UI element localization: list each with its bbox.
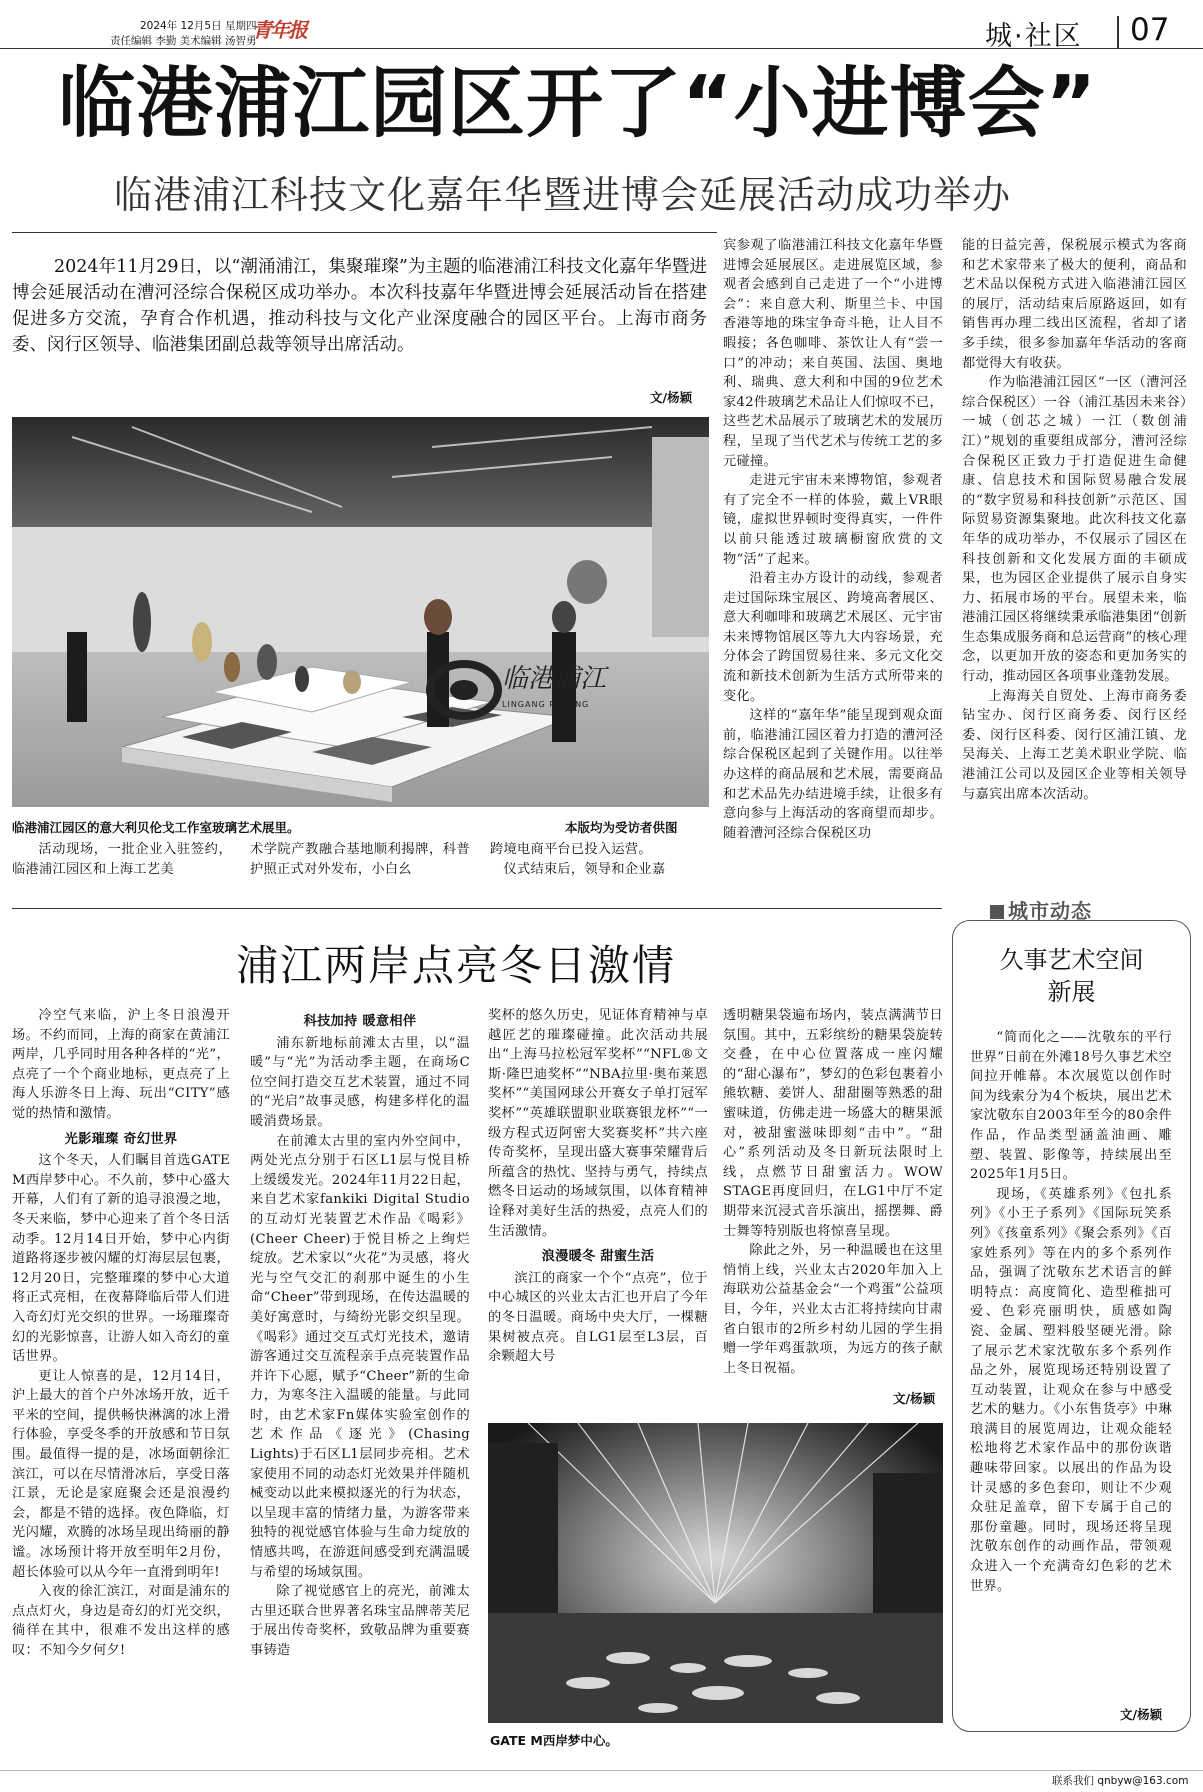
section-name: 城·社区 (985, 21, 1083, 52)
paragraph: 除此之外，另一种温暖也在这里悄悄上线，兴业太古2020年加入上海联劝公益基金会“一个鸡蛋”公益项目，今年，兴业太古汇将持续向甘肃省白银市的2所乡村幼儿园的学生捐赠一学年鸡蛋款项，为远方的孩子献上冬日祝福。 (723, 1243, 943, 1376)
article2-col4 (723, 1006, 943, 1378)
paragraph: 滨江的商家一个个“点亮”，位于中心城区的兴业太古汇也开启了今年的冬日温暖。商场中央大厅，一棵糖果树被点亮。自LG1层至L3层，百余颗超大号 (488, 1270, 708, 1365)
paragraph: 走进元宇宙未来博物馆，参观者有了完全不一样的体验，戴上VR眼镜，虚拟世界顿时变得真实，一件件以前只能透过玻璃橱窗欣赏的文物“活”了起来。 (723, 473, 943, 567)
article2-photo (488, 1423, 943, 1723)
article1-lead-author: 文/杨颖 (650, 390, 693, 405)
section-divider (1117, 16, 1119, 48)
paragraph: 除了视觉感官上的亮光，前滩太古里还联合世界著名珠宝品牌蒂芙尼于展出传奇奖杯，致敬品牌为重要赛事铸造 (250, 1584, 470, 1658)
photo-logo-text: 临港浦江 (502, 664, 607, 694)
article1-bottom-col3 (490, 840, 710, 879)
article1-col5 (962, 236, 1187, 804)
article2-author: 文/杨颖 (893, 1391, 936, 1406)
article2-photo-caption: GATE M西岸梦中心。 (490, 1733, 618, 1748)
sidebar-author: 文/杨颖 (1120, 1707, 1163, 1722)
photo-logo-english: LINGANG PUJIANG (502, 700, 590, 709)
paragraph: 上海海关自贸处、上海市商务委钻宝办、闵行区商务委、闵行区经委、闵行区科委、闵行区浦江镇、龙吴海关、上海工艺美术职业学院、临港浦江公司以及园区企业等相关领导与嘉宾出席本次活动。 (962, 688, 1187, 802)
article2-col3 (488, 1006, 708, 1367)
paragraph: 浦东新地标前滩太古里，以“温暖”与“光”为活动季主题，在商场C位空间打造交互艺术装置，通过不同的“光启”故事灵感，构建多样化的温暖消费场景。 (250, 1035, 470, 1129)
paragraph: 这样的“嘉年华”能呈现到观众面前，临港浦江园区着力打造的漕河泾综合保税区起到了关键作用。以往举办这样的商品展和艺术展，需要商品和艺术品先办结进境手续，让很多有意向参与上海活动的客商望而却步。随着漕河泾综合保税区功 (723, 708, 943, 841)
paragraph: 现场，《英雄系列》《包扎系列》《小王子系列》《国际玩笑系列》《孩童系列》《聚会系列》《百家姓系列》等在内的多个系列作品，强调了沈敬东艺术语言的鲜明特点：高度简化、造型稚拙可爱、色彩亮丽明快，质感如陶瓷、金属、塑料般坚硬光滑。除了展示艺术家沈敬东多个系列作品之外，展览现场还特别设置了互动装置，让观众在参与中感受艺术的魅力。《小东售货亭》中琳琅满目的展览周边，让观众能轻松地将艺术家作品中的那份诙谐趣味带回家。以展出的作品为设计灵感的多色套印，则让不少观众驻足盖章，留下专属于自己的那份童趣。同时，现场还将呈现沈敬东创作的动画作品，带领观众进入一个充满奇幻色彩的艺术世界。 (970, 1186, 1172, 1594)
article1-subhead: 临港浦江科技文化嘉年华暨进博会延展活动成功举办 (114, 173, 1012, 217)
article1-headline: 临港浦江园区开了“小进博会” (58, 60, 1098, 149)
sidebar-title (952, 944, 1191, 1008)
glass-art-exhibition-image (12, 417, 709, 807)
paragraph: 冷空气来临，沪上冬日浪漫开场。不约而同，上海的商家在黄浦江两岸，几乎同时用各种各样的“光”，点亮了一个个商业地标，更点亮了上海人乐游冬日上海、玩出“CITY”感觉的热情和激情。 (12, 1008, 230, 1121)
subheading: 光影璀璨 奇幻世界 (64, 1131, 178, 1147)
article1-col4 (723, 236, 943, 843)
header-date: 2024年 12月5日 星期四 (140, 20, 257, 32)
page-number: 07 (1130, 12, 1170, 48)
article1-lead-text: 2024年11月29日，以“潮涌浦江，集聚璀璨”为主题的临港浦江科技文化嘉年华暨进博会延展活动在漕河泾综合保税区成功举办。本次科技嘉年华暨进博会延展活动旨在搭建促进多方交流，孕育合作机遇，推动科技与文化产业深度融合的园区平台。上海市商务委、闵行区领导、临港集团副总裁等领导出席活动。 (12, 257, 707, 355)
article2-col1 (12, 1006, 230, 1661)
article1-photo-caption: 临港浦江园区的意大利贝伦戈工作室玻璃艺术展里。 (12, 820, 300, 835)
paragraph: 沿着主办方设计的动线，参观者走过国际珠宝展区、跨境高奢展区、意大利咖啡和玻璃艺术展区、元宇宙未来博物馆展区等九大内容场景，充分体会了跨国贸易往来、多元文化交流和新技术创新为生活方式所带来的变化。 (723, 571, 943, 704)
paragraph: 宾参观了临港浦江科技文化嘉年华暨进博会延展展区。走进展览区域，参观者会感到自己走进了一个“小进博会”：来自意大利、斯里兰卡、中国香港等地的珠宝争奇斗艳，让人目不暇接；各色咖啡、茶饮让人有“尝一口”的冲动；来自英国、法国、奥地利、瑞典、意大利和中国的9位艺术家42件玻璃艺术品让人们惊叹不已，这些艺术品展示了玻璃艺术的发展历程，呈现了当代艺术与传统工艺的多元碰撞。 (723, 238, 943, 469)
paragraph: 这个冬天，人们瞩目首选GATE M西岸梦中心。不久前，梦中心盛大开幕，人们有了新的追寻浪漫之地，冬天来临，梦中心迎来了首个冬日活动季。12月14日开始，梦中心内街道路将逐步被闪耀的灯海层层包裹，12月20日，完整璀璨的梦中心大道将正式亮相，在夜幕降临后带人们进入奇幻灯光交织的世界。一场璀璨奇幻的光影惊喜，让游人如入奇幻的童话世界。 (12, 1153, 230, 1365)
sidebar-tag-text: 城市动态 (1008, 899, 1092, 923)
paragraph: 入夜的徐汇滨江，对面是浦东的点点灯火，身边是奇幻的灯光交织，徜徉在其中，很难不发出这样的感叹：不知今夕何夕! (12, 1584, 230, 1658)
paragraph: 作为临港浦江园区“一区（漕河泾综合保税区）一谷（浦江基因未来谷）一城（创芯之城）一江（数创浦江）”规划的重要组成部分，漕河泾综合保税区正致力于打造促进生命健康、信息技术和国际贸易融合发展的“数字贸易和科技创新”示范区、国际贸易资源集聚地。此次科技文化嘉年华的成功举办，不仅展示了园区在科技创新和文化发展方面的丰硕成果，也为园区企业提供了展示自身实力、拓展市场的平台。展望未来，临港浦江园区将继续秉承临港集团“创新生态集成服务商和总运营商”的核心理念，以更加开放的姿态和更加务实的行动，推动园区各项事业蓬勃发展。 (962, 375, 1187, 685)
newspaper-logo: 青年报 (252, 18, 306, 42)
footer-crop-marks (0, 1770, 1203, 1789)
article1-rule (12, 232, 717, 233)
sidebar-tag-square-icon (990, 905, 1004, 919)
article1-bottom-text: 术学院产教融合基地顺利揭牌，科普护照正式对外发布，小白幺 (250, 842, 470, 877)
article1-lead (12, 254, 707, 358)
article2-headline: 浦江两岸点亮冬日激情 (236, 941, 677, 990)
paragraph: 奖杯的悠久历史，见证体育精神与卓越匠艺的璀璨碰撞。此次活动共展出“上海马拉松冠军奖杯”“NFL®文斯·隆巴迪奖杯”“NBA拉里·奥布莱恩奖杯”“美国网球公开赛女子单打冠军奖杯”“英雄联盟职业联赛银龙杯”“一级方程式迈阿密大奖赛奖杯”共六座传奇奖杯，呈现出盛大赛事荣耀背后所蕴含的热忱、坚持与勇气，持续点燃冬日运动的场域氛围，以体育精神诠释对美好生活的热爱，点亮人们的生活激情。 (488, 1008, 708, 1239)
sidebar-title-line1: 久事艺术空间 (999, 946, 1144, 974)
header-editors: 责任编辑 李勤 美术编辑 汤智勇 (110, 35, 257, 47)
article1-photo (12, 417, 709, 807)
section-separator (12, 908, 942, 909)
footer-contact: 联系我们 qnbyw@163.com (1052, 1775, 1189, 1787)
paragraph: 在前滩太古里的室内外空间中，两处光点分别于石区L1层与悦目桥上缓缓发光。2024年11月22日起，来自艺术家fankiki Digital Studio的互动灯光装置艺术作品《喝彩》(Cheer Cheer)于悦目桥之上绚烂绽放。艺术家以“火花”为灵感，将火光与空气交汇的刹那中诞生的小生命“Cheer”带到现场，在传达温暖的美好寓意时，与绮纷光影交织呈现。《喝彩》通过交互式灯光技术，邀请游客通过交互流程亲手点亮装置作品并许下心愿，赋予“Cheer”新的生命力，为寒冬注入温暖的能量。与此同时，由艺术家Fn媒体实验室创作的艺术作品《逐光》(Chasing Lights)于石区L1层同步亮相。艺术家使用不同的动态灯光效果并伴随机械变动以此来模拟逐光的行为状态，以呈现丰富的情绪力量，为游客带来独特的视觉感官体验与生命力绽放的情感共鸣，在游逛间感受到充满温暖与希望的场域氛围。 (250, 1133, 470, 1580)
article1-bottom-col2 (250, 840, 470, 879)
paragraph: “简而化之——沈敬东的平行世界”日前在外滩18号久事艺术空间拉开帷幕。本次展览以创作时间为线索分为4个板块，展出艺术家沈敬东自2003年至今的80余件作品，作品类型涵盖油画、雕塑、装置、影像等，持续展出至2025年1月5日。 (970, 1030, 1172, 1183)
sidebar-body (970, 1028, 1172, 1596)
subheading: 浪漫暖冬 甜蜜生活 (541, 1249, 655, 1265)
subheading: 科技加持 暖意相伴 (303, 1014, 417, 1029)
gate-m-night-image (488, 1423, 943, 1723)
article1-bottom-col1 (12, 840, 232, 879)
article1-bottom-text: 跨境电商平台已投入运营。 仪式结束后，领导和企业嘉 (490, 842, 666, 877)
article2-col2 (250, 1006, 470, 1661)
article1-photo-credit: 本版均为受访者供图 (565, 820, 678, 835)
sidebar-title-line2: 新展 (1047, 978, 1096, 1006)
article1-bottom-text: 活动现场，一批企业入驻签约，临港浦江园区和上海工艺美 (12, 842, 232, 877)
paragraph: 透明糖果袋遍布场内，装点满满节日氛围。其中，五彩缤纷的糖果袋旋转交叠，在中心位置落成一座闪耀的“甜心瀑布”，梦幻的色彩包裹着小熊软糖、姜饼人、甜甜圈等熟悉的甜蜜味道，仿佛走进一场盛大的糖果派对，被甜蜜滋味即刻“击中”。“甜心”系列活动及冬日新玩法限时上线，点燃节日甜蜜活力。WOW STAGE再度回归，在LG1中厅不定期带来沉浸式音乐演出，摇摆舞、爵士舞等特别版也将惊喜呈现。 (723, 1008, 943, 1239)
paragraph: 能的日益完善，保税展示模式为客商和艺术家带来了极大的便利，商品和艺术品以保税方式进入临港浦江园区的展厅，活动结束后原路返回，如有销售再办理二线出区流程，省却了诸多手续，很多参加嘉年华活动的客商都觉得大有收获。 (962, 238, 1187, 371)
paragraph: 更让人惊喜的是，12月14日，沪上最大的首个户外冰场开放，近千平米的空间，提供畅快淋漓的冰上滑行体验，享受冬季的开放感和节日氛围。最值得一提的是，冰场面朝徐汇滨江，可以在尽情滑冰后，享受日落江景，无论是家庭聚会还是浪漫约会，都是不错的选择。夜色降临，灯光闪耀，欢腾的冰场呈现出绮丽的静谧。冰场预计将开放至明年2月份，超长体验可以从今年一直滑到明年! (12, 1368, 230, 1580)
